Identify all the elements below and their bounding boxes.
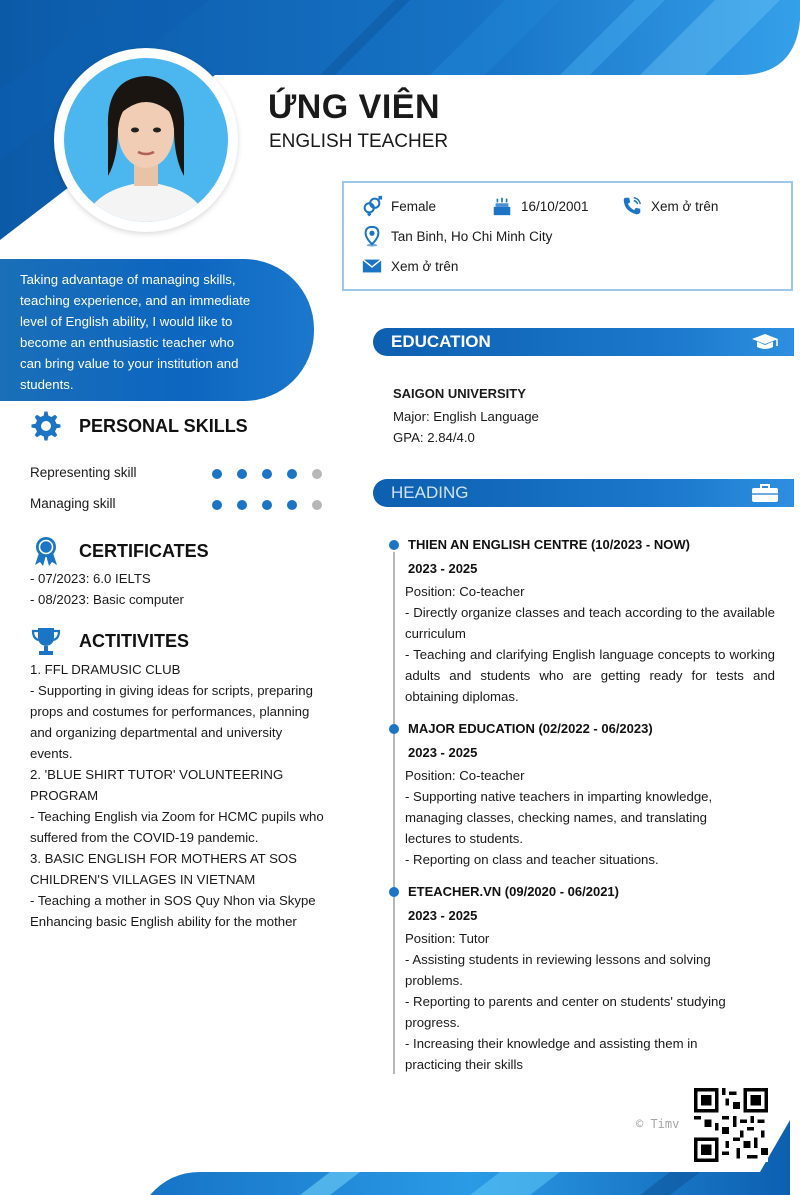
job-line: Position: Tutor <box>405 931 490 946</box>
birthday-field <box>491 195 589 217</box>
location-pin-icon <box>361 225 383 247</box>
job-line: - Assisting students in reviewing lessons and solving <box>405 952 711 967</box>
skill-row <box>30 494 330 514</box>
job-line: - Teaching and clarifying English language concepts to working adults and students who are getting ready for tests and obtaining diplomas. <box>405 647 775 704</box>
gpa: GPA: 2.84/4.0 <box>393 430 475 445</box>
activity-line: and organizing departmental and university <box>30 725 283 740</box>
personal-skills-title: PERSONAL SKILLS <box>79 415 248 436</box>
skill-rating <box>212 469 337 479</box>
gender-field <box>361 195 436 217</box>
rating-dot <box>312 469 322 479</box>
activities-heading <box>30 625 189 657</box>
job-heading: THIEN AN ENGLISH CENTRE (10/2023 - NOW) <box>408 537 690 552</box>
job-line: - Increasing their knowledge and assisting them in <box>405 1036 698 1051</box>
certificates-heading <box>30 535 209 567</box>
rating-dot <box>262 500 272 510</box>
skill-label: Managing skill <box>30 496 116 511</box>
school-name: SAIGON UNIVERSITY <box>393 386 526 401</box>
rating-dot <box>212 469 222 479</box>
activity-line: Enhancing basic English ability for the mother <box>30 914 297 929</box>
gender-icon <box>361 195 383 217</box>
graduation-cap-icon <box>750 332 780 352</box>
job-line: - Reporting on class and teacher situations. <box>405 852 659 867</box>
activity-line: CHILDREN'S VILLAGES IN VIETNAM <box>30 872 256 887</box>
avatar <box>54 48 238 232</box>
certificates-title: CERTIFICATES <box>79 540 209 561</box>
rating-dot <box>212 500 222 510</box>
gear-icon <box>30 410 62 442</box>
award-ribbon-icon <box>30 535 62 567</box>
job-description <box>405 581 775 707</box>
major: Major: English Language <box>393 409 539 424</box>
qr-code[interactable] <box>694 1088 768 1162</box>
personal-skills-heading <box>30 410 248 442</box>
timeline-dot <box>389 724 399 734</box>
activity-line: 3. BASIC ENGLISH FOR MOTHERS AT SOS <box>30 851 297 866</box>
activity-line: props and costumes for performances, planning <box>30 704 310 719</box>
activity-line: events. <box>30 746 73 761</box>
certificate-item: - 07/2023: 6.0 IELTS <box>30 571 151 586</box>
activity-line: - Supporting in giving ideas for scripts, preparing <box>30 683 313 698</box>
job-line: Position: Co-teacher <box>405 584 525 599</box>
activity-line: 1. FFL DRAMUSIC CLUB <box>30 662 181 677</box>
job-heading: MAJOR EDUCATION (02/2022 - 06/2023) <box>408 721 653 736</box>
trophy-icon <box>30 625 62 657</box>
job-description <box>405 765 775 870</box>
job-line: managing classes, checking names, and translating <box>405 810 708 825</box>
rating-dot <box>312 500 322 510</box>
envelope-icon <box>361 255 383 277</box>
job-line: progress. <box>405 1015 460 1030</box>
watermark: © Timv <box>636 1117 680 1131</box>
job-line: lectures to students. <box>405 831 524 846</box>
phone-value: Xem ở trên <box>651 198 719 214</box>
email-value: Xem ở trên <box>391 258 459 274</box>
briefcase-icon <box>750 483 780 503</box>
timeline-dot <box>389 887 399 897</box>
job-line: practicing their skills <box>405 1057 523 1072</box>
candidate-name: ỨNG VIÊN <box>268 88 441 126</box>
rating-dot <box>237 469 247 479</box>
birthday-cake-icon <box>491 195 513 217</box>
activity-line: PROGRAM <box>30 788 99 803</box>
job-line: - Reporting to parents and center on students' studying <box>405 994 726 1009</box>
job-years: 2023 - 2025 <box>408 908 478 923</box>
job-line: - Supporting native teachers in imparting knowledge, <box>405 789 713 804</box>
skill-rating <box>212 500 337 510</box>
career-objective: Taking advantage of managing skills, teaching experience, and an immediate level of English ability, I would like to become an enthusiastic teacher who can bring value to your institution and students. <box>0 259 314 401</box>
job-line: - Directly organize classes and teach according to the available curriculum <box>405 605 775 641</box>
contact-info-box <box>342 181 793 291</box>
phone-icon <box>621 195 643 217</box>
rating-dot <box>287 469 297 479</box>
activity-line: - Teaching English via Zoom for HCMC pupils who <box>30 809 324 824</box>
job-title: ENGLISH TEACHER <box>269 131 449 152</box>
job-description <box>405 928 775 1075</box>
address-value: Tan Binh, Ho Chi Minh City <box>391 228 553 244</box>
activity-line: 2. 'BLUE SHIRT TUTOR' VOLUNTEERING <box>30 767 284 782</box>
profile-photo <box>64 58 228 222</box>
skill-label: Representing skill <box>30 465 137 480</box>
job-line: Position: Co-teacher <box>405 768 525 783</box>
activity-line: - Teaching a mother in SOS Quy Nhon via Skype <box>30 893 316 908</box>
email-field <box>361 255 458 277</box>
activities-title: ACTITIVITES <box>79 630 190 651</box>
job-line: problems. <box>405 973 463 988</box>
certificate-item: - 08/2023: Basic computer <box>30 592 184 607</box>
job-years: 2023 - 2025 <box>408 745 478 760</box>
timeline-dot <box>389 540 399 550</box>
job-years: 2023 - 2025 <box>408 561 478 576</box>
experience-title: HEADING <box>391 483 469 502</box>
gender-value: Female <box>391 198 437 214</box>
education-heading-bar <box>373 328 794 356</box>
birthday-value: 16/10/2001 <box>521 198 589 214</box>
rating-dot <box>287 500 297 510</box>
address-field <box>361 225 552 247</box>
experience-heading-bar <box>373 479 794 507</box>
phone-field <box>621 195 718 217</box>
activities-list <box>30 659 330 932</box>
job-heading: ETEACHER.VN (09/2020 - 06/2021) <box>408 884 619 899</box>
timeline-line <box>393 552 395 1074</box>
activity-line: suffered from the COVID-19 pandemic. <box>30 830 259 845</box>
rating-dot <box>262 469 272 479</box>
footer-banner <box>0 1120 800 1195</box>
rating-dot <box>237 500 247 510</box>
skill-row <box>30 463 330 483</box>
education-title: EDUCATION <box>391 332 491 351</box>
